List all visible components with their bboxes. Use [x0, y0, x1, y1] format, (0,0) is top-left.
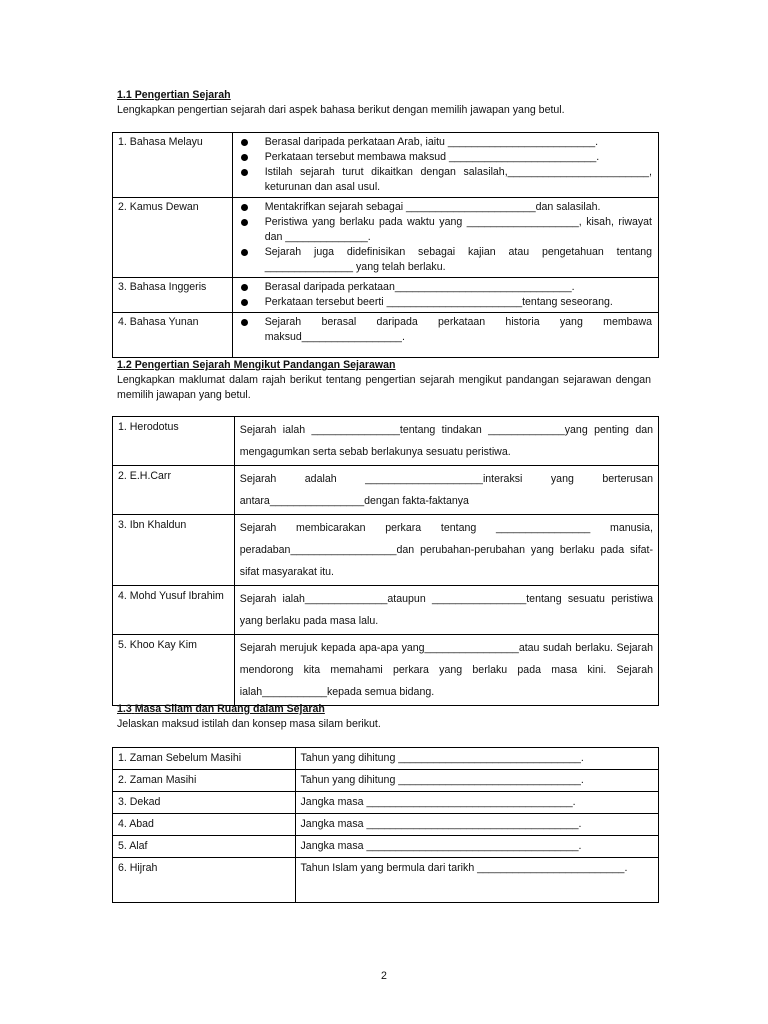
- row-label: 4. Mohd Yusuf Ibrahim: [113, 586, 235, 635]
- row-label: 1. Zaman Sebelum Masihi: [113, 748, 296, 770]
- row-text: Tahun Islam yang bermula dari tarikh _________________________.: [295, 858, 659, 903]
- bullet-icon: [235, 280, 265, 295]
- list-item: Berasal daripada perkataan Arab, iaitu _________________________.: [235, 135, 652, 150]
- row-items: [232, 278, 658, 313]
- table-row: [113, 278, 659, 313]
- section-title-text: Masa Silam dan Ruang dalam Sejarah: [134, 703, 325, 715]
- table-row: [113, 770, 659, 792]
- row-label: 1. Herodotus: [113, 417, 235, 466]
- table-row: [113, 635, 659, 706]
- table-row: [113, 417, 659, 466]
- section-number: 1.2: [117, 359, 132, 371]
- row-text: Jangka masa ____________________________________.: [295, 814, 659, 836]
- list-item: Peristiwa yang berlaku pada waktu yang ___________________, kisah, riwayat dan ______________.: [235, 215, 652, 245]
- row-label: 3. Ibn Khaldun: [113, 515, 235, 586]
- table-row: [113, 466, 659, 515]
- bullet-icon: [235, 135, 265, 150]
- table-row: [113, 814, 659, 836]
- section-1-2-title: [117, 358, 396, 373]
- bullet-icon: [235, 215, 265, 245]
- bullet-icon: [235, 245, 265, 275]
- table-row: [113, 133, 659, 198]
- row-label: 2. Zaman Masihi: [113, 770, 296, 792]
- row-label: 4. Bahasa Yunan: [113, 313, 233, 358]
- row-label: 4. Abad: [113, 814, 296, 836]
- row-text: Jangka masa ____________________________________.: [295, 836, 659, 858]
- section-1-3-instruction: Jelaskan maksud istilah dan konsep masa silam berikut.: [117, 718, 381, 730]
- row-items: [232, 133, 658, 198]
- row-text: Sejarah adalah ____________________interaksi yang berterusan antara________________dengan fakta-faktanya: [234, 466, 658, 515]
- row-text: Tahun yang dihitung _______________________________.: [295, 748, 659, 770]
- row-text: Sejarah membicarakan perkara tentang ________________ manusia, peradaban__________________dan perubahan-perubahan yang berlaku pada sifat-sifat masyarakat itu.: [234, 515, 658, 586]
- row-label: 1. Bahasa Melayu: [113, 133, 233, 198]
- section-1-1-title: [117, 88, 231, 103]
- bullet-icon: [235, 150, 265, 165]
- row-label: 3. Dekad: [113, 792, 296, 814]
- row-text: Jangka masa ___________________________________.: [295, 792, 659, 814]
- row-label: 2. E.H.Carr: [113, 466, 235, 515]
- section-1-1-instruction: Lengkapkan pengertian sejarah dari aspek bahasa berikut dengan memilih jawapan yang betul.: [117, 104, 565, 116]
- table-row: [113, 515, 659, 586]
- table-sejarawan: [112, 416, 659, 706]
- table-row: [113, 792, 659, 814]
- bullet-icon: [235, 295, 265, 310]
- section-1-3-title: [117, 702, 325, 717]
- table-row: [113, 858, 659, 903]
- list-item: Sejarah berasal daripada perkataan historia yang membawa maksud_________________.: [235, 315, 652, 345]
- table-masa-silam: [112, 747, 659, 903]
- table-bahasa: [112, 132, 659, 358]
- section-number: 1.3: [117, 703, 132, 715]
- table-row: [113, 313, 659, 358]
- list-item: Berasal daripada perkataan______________________________.: [235, 280, 652, 295]
- bullet-icon: [235, 315, 265, 345]
- list-item: Sejarah juga didefinisikan sebagai kajian atau pengetahuan tentang _______________ yang telah berlaku.: [235, 245, 652, 275]
- row-items: [232, 198, 658, 278]
- table-row: [113, 748, 659, 770]
- table-row: [113, 836, 659, 858]
- row-text: Sejarah ialah _______________tentang tindakan _____________yang penting dan mengagumkan serta sebab berlakunya sesuatu peristiwa.: [234, 417, 658, 466]
- row-text: Tahun yang dihitung _______________________________.: [295, 770, 659, 792]
- section-title-text: Pengertian Sejarah Mengikut Pandangan Sejarawan: [134, 359, 396, 371]
- row-label: 5. Alaf: [113, 836, 296, 858]
- row-items: [232, 313, 658, 358]
- row-label: 2. Kamus Dewan: [113, 198, 233, 278]
- bullet-icon: [235, 165, 265, 195]
- list-item: Perkataan tersebut membawa maksud _________________________.: [235, 150, 652, 165]
- section-title-text: Pengertian Sejarah: [134, 89, 231, 101]
- row-label: 3. Bahasa Inggeris: [113, 278, 233, 313]
- section-1-2-instruction: Lengkapkan maklumat dalam rajah berikut tentang pengertian sejarah mengikut pandangan sejarawan dengan memilih jawapan yang betul.: [117, 374, 651, 401]
- section-number: 1.1: [117, 89, 132, 101]
- table-row: [113, 198, 659, 278]
- row-label: 5. Khoo Kay Kim: [113, 635, 235, 706]
- list-item: Perkataan tersebut beerti _______________________tentang seseorang.: [235, 295, 652, 310]
- page-number: 2: [381, 970, 387, 982]
- list-item: Istilah sejarah turut dikaitkan dengan salasilah,________________________, keturunan dan asal usul.: [235, 165, 652, 195]
- row-text: Sejarah ialah______________ataupun ________________tentang sesuatu peristiwa yang berlaku pada masa lalu.: [234, 586, 658, 635]
- row-text: Sejarah merujuk kepada apa-apa yang________________atau sudah berlaku. Sejarah mendorong kita memahami perkara yang berlaku pada masa kini. Sejarah ialah___________kepada semua bidang.: [234, 635, 658, 706]
- list-item: Mentakrifkan sejarah sebagai ______________________dan salasilah.: [235, 200, 652, 215]
- row-label: 6. Hijrah: [113, 858, 296, 903]
- bullet-icon: [235, 200, 265, 215]
- table-row: [113, 586, 659, 635]
